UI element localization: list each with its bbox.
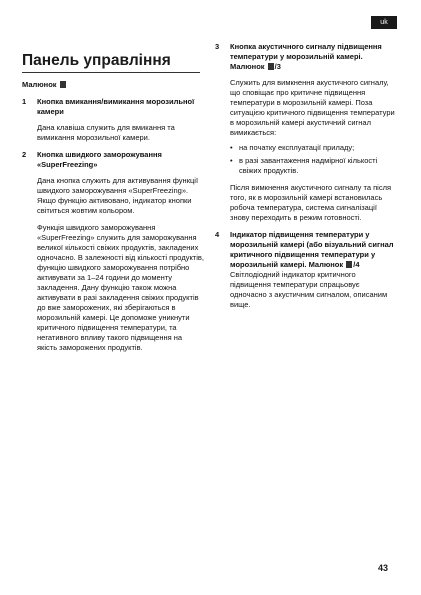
- figure-reference-label: Малюнок: [22, 80, 57, 89]
- item-4-heading: [230, 230, 397, 310]
- figure-icon: [60, 81, 66, 88]
- title-underline: [22, 72, 200, 73]
- item-1-number: 1: [22, 97, 27, 106]
- bullet-dot-icon: •: [230, 156, 233, 165]
- bullet-1-text: на початку експлуатації приладу;: [239, 143, 355, 152]
- item-4-title: Індикатор підвищення температури у морозильній камері: [230, 230, 370, 249]
- bullet-item: [230, 143, 397, 153]
- item-3-description-2: Після вимкнення акустичного сигналу та після того, як в морозильній камері встановилась робоча температура, система сигналізації знову переходить в режим готовності.: [230, 183, 392, 222]
- bullet-2-text: в разі завантаження надмірної кількості свіжих продуктів.: [239, 156, 378, 175]
- item-3: [215, 42, 397, 72]
- item-4: [215, 230, 397, 310]
- figure-reference: [22, 80, 204, 90]
- item-3-heading: [230, 42, 397, 72]
- item-1: [22, 97, 204, 117]
- page-number: 43: [378, 563, 389, 573]
- language-badge: uk: [371, 16, 397, 29]
- item-3-description-1: Служить для вимкнення акустичного сигналу, що сповіщає про критичне підвищення температури в морозильній камері. Поза ситуацією критичного підвищення температури в морозильній камері акустичний сигнал вимикається:: [230, 78, 395, 137]
- figure-icon: [346, 261, 352, 268]
- item-4-figure-suffix: /4: [353, 260, 360, 269]
- item-2-description-2: Функція швидкого заморожування «SuperFreezing» служить для заморожування великої кількості свіжих продуктів, закладених одночасно. В залежності від кількості продуктів, функцію швидкого заморожування потрібно активувати за 1–24 години до моменту закладення. Дану функцію також можна активувати в разі закладення свіжих продуктів до вже заморожених, які зберігаються в морозильній камері. Це допоможе уникнути критичного підвищення температури, та негативного впливу такого підвищення на якість заморожених продуктів.: [37, 223, 204, 352]
- right-column: [215, 42, 397, 316]
- item-2: [22, 150, 204, 170]
- item-3-number: 3: [215, 42, 220, 51]
- item-4-description: Світлодіодний індикатор критичного підвищення температури спрацьовує одночасно з акустичним сигналом, описаним вище.: [230, 270, 388, 309]
- item-2-description-1: Дана кнопка служить для активування функції швидкого заморожування «SuperFreezing». Якщо функцію активовано, індикатор кнопки світиться жовтим кольором.: [37, 176, 199, 215]
- item-4-number: 4: [215, 230, 220, 239]
- item-1-title: Кнопка вмикання/вимикання морозильної камери: [37, 97, 195, 116]
- item-2-title: Кнопка швидкого заморожування «SuperFreezing»: [37, 150, 162, 169]
- item-3-figure-suffix: /3: [274, 62, 281, 71]
- page-title: Панель управління: [22, 52, 171, 69]
- figure-icon: [268, 63, 274, 70]
- item-3-title: Кнопка акустичного сигналу підвищення температури у морозильній камері. Малюнок: [230, 42, 382, 71]
- bullet-item: [230, 156, 397, 176]
- left-column: [22, 80, 204, 360]
- item-1-description: Дана клавіша служить для вмикання та вимикання морозильної камери.: [37, 123, 175, 142]
- item-3-bullets: [230, 143, 397, 176]
- item-2-number: 2: [22, 150, 27, 159]
- bullet-dot-icon: •: [230, 143, 233, 152]
- item-4-text: (або візуальний сигнал критичного підвищення температури у морозильній камері. Малюнок: [230, 240, 394, 269]
